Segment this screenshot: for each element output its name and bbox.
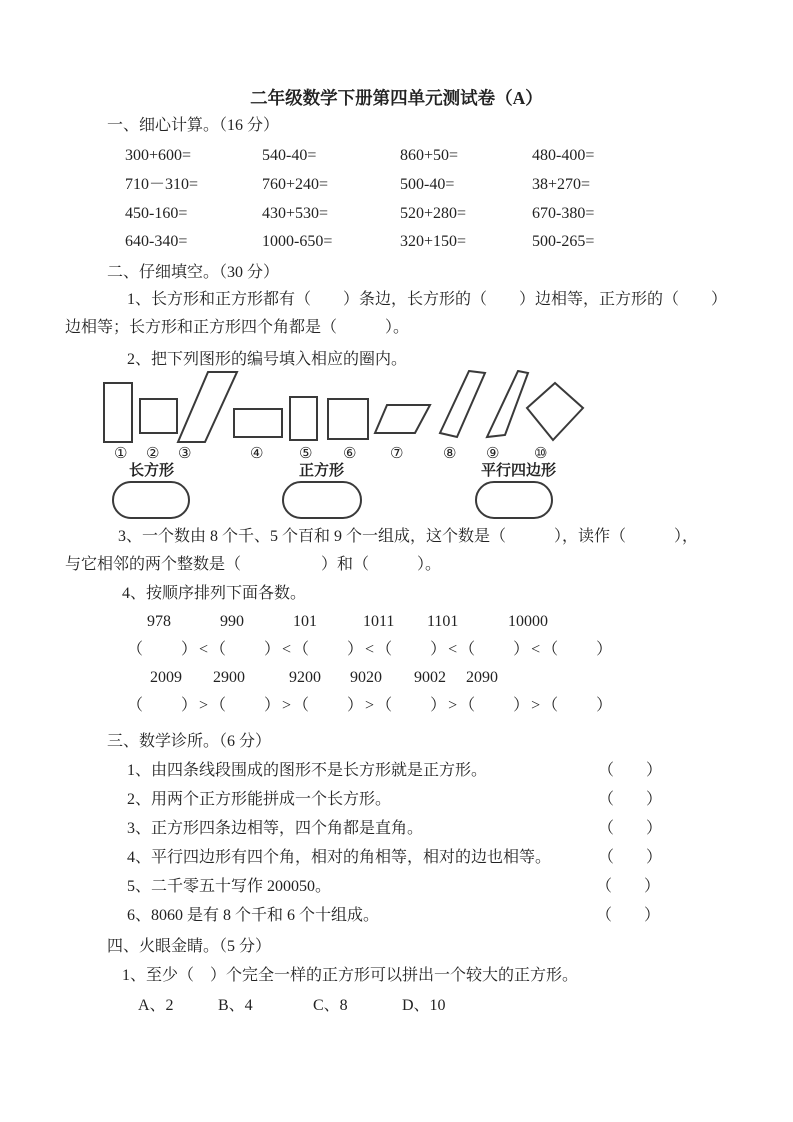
category-label-square: 正方形 (299, 463, 345, 479)
order-number: 2900 (213, 669, 245, 686)
option-b: B、4 (218, 997, 253, 1014)
shape-number-5: ⑤ (299, 444, 313, 462)
shape-number-6: ⑥ (343, 444, 357, 462)
calc-problem: 540-40= (262, 147, 317, 164)
order-number: 9020 (350, 669, 382, 686)
true-false-item: 5、二千零五十写作 200050。 (127, 878, 332, 895)
section4-heading: 四、火眼金睛。（5 分） (107, 938, 272, 955)
question-2-1-line2: 边相等；长方形和正方形四个角都是（ ）。 (65, 319, 410, 336)
shape-9-slanted-strip (487, 371, 528, 437)
shape-number-2: ② (146, 444, 160, 462)
true-false-item: 4、平行四边形有四个角，相对的角相等，相对的边也相等。 (127, 849, 552, 866)
section3-heading: 三、数学诊所。（6 分） (107, 733, 272, 750)
shapes-figure (95, 370, 595, 444)
calc-problem: 450-160= (125, 205, 188, 222)
answer-oval-rectangle (112, 481, 190, 519)
shape-7-parallelogram (375, 405, 430, 433)
calc-problem: 430+530= (262, 205, 329, 222)
true-false-item: 2、用两个正方形能拼成一个长方形。 (127, 791, 392, 808)
answer-blank: （ ） (598, 820, 663, 837)
calc-problem: 500-265= (532, 233, 595, 250)
order-number: 1101 (427, 613, 459, 630)
shape-number-7: ⑦ (390, 444, 404, 462)
shape-10-diamond (527, 383, 583, 440)
answer-oval-square (282, 481, 362, 519)
answer-blank: （ ） (596, 878, 661, 895)
shape-number-3: ③ (178, 444, 192, 462)
shape-4-wide-rectangle (234, 409, 282, 437)
calc-problem: 38+270= (532, 176, 591, 193)
option-a: A、2 (138, 997, 174, 1014)
order-number: 2009 (150, 669, 182, 686)
order-number: 990 (220, 613, 244, 630)
order-number: 9002 (414, 669, 446, 686)
shape-1-tall-rectangle (104, 383, 132, 442)
order-number: 2090 (466, 669, 498, 686)
shape-number-9: ⑨ (486, 444, 500, 462)
section2-heading: 二、仔细填空。（30 分） (107, 264, 280, 281)
shape-6-square (328, 399, 368, 439)
shape-number-10: ⑩ (534, 444, 548, 462)
calc-problem: 760+240= (262, 176, 329, 193)
question-2-4: 4、按顺序排列下面各数。 (122, 585, 307, 602)
question-2-1-line1: 1、长方形和正方形都有（ ）条边，长方形的（ ）边相等，正方形的（ ） (127, 291, 728, 308)
shape-5-rectangle (290, 397, 317, 440)
calc-problem: 640-340= (125, 233, 188, 250)
true-false-item: 1、由四条线段围成的图形不是长方形就是正方形。 (127, 762, 488, 779)
calc-problem: 710－310= (125, 176, 199, 193)
order-number: 9200 (289, 669, 321, 686)
calc-problem: 300+600= (125, 147, 192, 164)
compare-row-ascending: （ ）<（ ）<（ ）<（ ）<（ ）<（ ） (127, 641, 615, 658)
shape-8-slanted-strip (440, 371, 485, 437)
order-number: 10000 (508, 613, 548, 630)
calc-problem: 480-400= (532, 147, 595, 164)
option-d: D、10 (402, 997, 446, 1014)
shape-number-4: ④ (250, 444, 264, 462)
shape-number-8: ⑧ (443, 444, 457, 462)
answer-blank: （ ） (598, 791, 663, 808)
page-title: 二年级数学下册第四单元测试卷（A） (250, 88, 543, 108)
section1-heading: 一、细心计算。（16 分） (107, 117, 280, 134)
answer-blank: （ ） (598, 849, 663, 866)
true-false-item: 6、8060 是有 8 个千和 6 个十组成。 (127, 907, 380, 924)
calc-problem: 500-40= (400, 176, 455, 193)
question-4-1: 1、至少（ ）个完全一样的正方形可以拼出一个较大的正方形。 (122, 967, 579, 984)
order-number: 101 (293, 613, 317, 630)
category-label-rectangle: 长方形 (129, 463, 175, 479)
calc-problem: 1000-650= (262, 233, 333, 250)
answer-oval-parallelogram (475, 481, 553, 519)
calc-problem: 520+280= (400, 205, 467, 222)
question-2-3-line2: 与它相邻的两个整数是（ ）和（ ）。 (65, 556, 442, 573)
order-number: 1011 (363, 613, 395, 630)
compare-row-descending: （ ）>（ ）>（ ）>（ ）>（ ）>（ ） (127, 697, 615, 714)
answer-blank: （ ） (598, 762, 663, 779)
option-c: C、8 (313, 997, 348, 1014)
shape-number-1: ① (114, 444, 128, 462)
calc-problem: 860+50= (400, 147, 459, 164)
answer-blank: （ ） (596, 907, 661, 924)
true-false-item: 3、正方形四条边相等，四个角都是直角。 (127, 820, 424, 837)
calc-problem: 320+150= (400, 233, 467, 250)
shape-2-rectangle (140, 399, 177, 433)
shape-3-parallelogram (178, 372, 237, 442)
category-label-parallelogram: 平行四边形 (481, 463, 557, 479)
question-2-2: 2、把下列图形的编号填入相应的圈内。 (127, 351, 408, 368)
calc-problem: 670-380= (532, 205, 595, 222)
question-2-3-line1: 3、一个数由 8 个千、5 个百和 9 个一组成，这个数是（ ），读作（ ）， (118, 528, 699, 545)
order-number: 978 (147, 613, 171, 630)
